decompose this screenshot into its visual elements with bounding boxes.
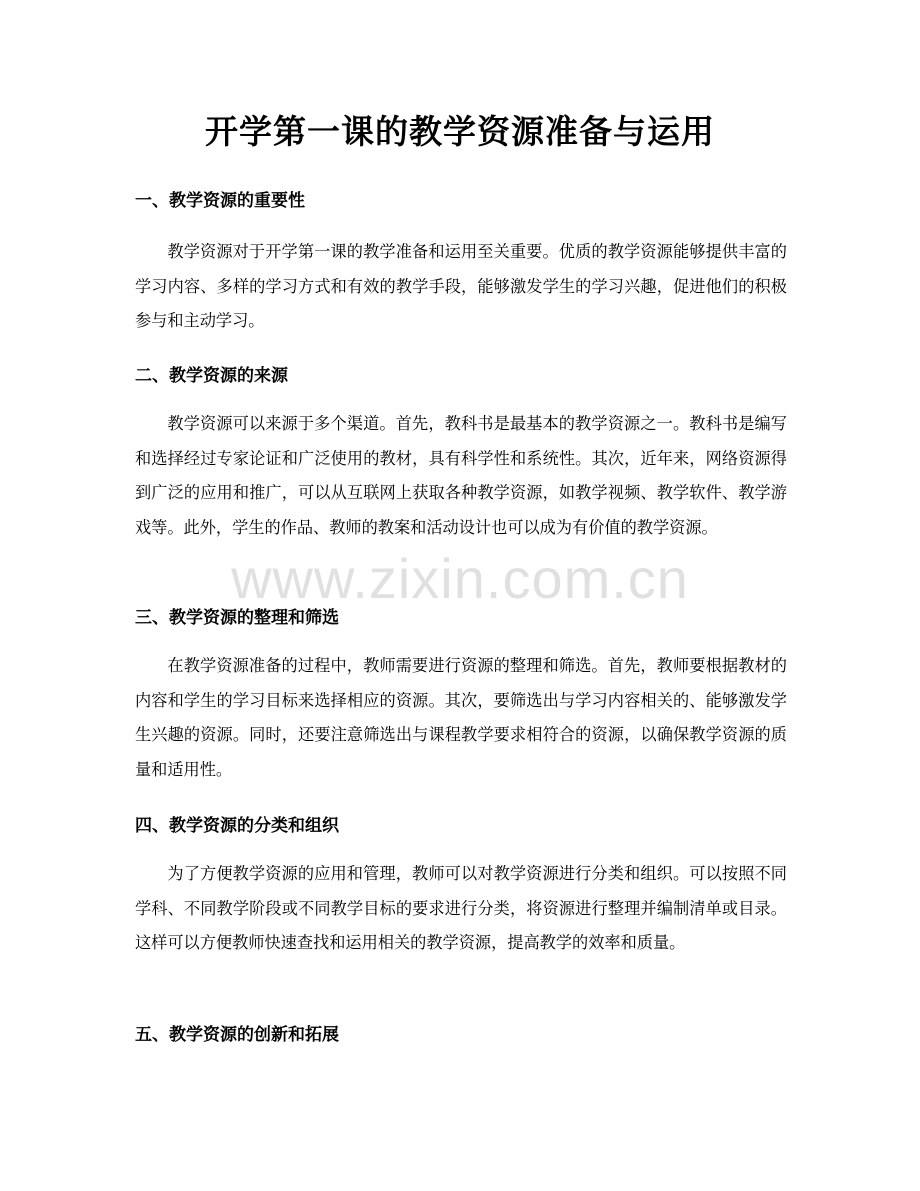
section-heading-1: 一、教学资源的重要性 <box>135 191 305 211</box>
section-heading-5: 五、教学资源的创新和拓展 <box>135 1025 339 1045</box>
section-paragraph-1: 教学资源对于开学第一课的教学准备和运用至关重要。优质的教学资源能够提供丰富的学习内容、多样的学习方式和有效的教学手段，能够激发学生的学习兴趣，促进他们的积极参与和主动学习。 <box>135 242 787 330</box>
section-heading-3: 三、教学资源的整理和筛选 <box>135 608 339 628</box>
section-heading-4: 四、教学资源的分类和组织 <box>135 816 339 836</box>
section-paragraph-3: 在教学资源准备的过程中，教师需要进行资源的整理和筛选。首先，教师要根据教材的内容和学生的学习目标来选择相应的资源。其次，要筛选出与学习内容相关的、能够激发学生兴趣的资源。同时，还要注意筛选出与课程教学要求相符合的资源，以确保教学资源的质量和适用性。 <box>135 656 787 779</box>
section-paragraph-4: 为了方便教学资源的应用和管理，教师可以对教学资源进行分类和组织。可以按照不同学科、不同教学阶段或不同教学目标的要求进行分类，将资源进行整理并编制清单或目录。这样可以方便教师快速查找和运用相关的教学资源，提高教学的效率和质量。 <box>135 864 787 952</box>
section-paragraph-2: 教学资源可以来源于多个渠道。首先，教科书是最基本的教学资源之一。教科书是编写和选择经过专家论证和广泛使用的教材，具有科学性和系统性。其次，近年来，网络资源得到广泛的应用和推广，可以从互联网上获取各种教学资源，如教学视频、教学软件、教学游戏等。此外，学生的作品、教师的教案和活动设计也可以成为有价值的教学资源。 <box>135 414 787 537</box>
section-heading-2: 二、教学资源的来源 <box>135 366 288 386</box>
document-title: 开学第一课的教学资源准备与运用 <box>205 112 715 151</box>
watermark-text: www.zixin.com.cn <box>231 547 689 610</box>
